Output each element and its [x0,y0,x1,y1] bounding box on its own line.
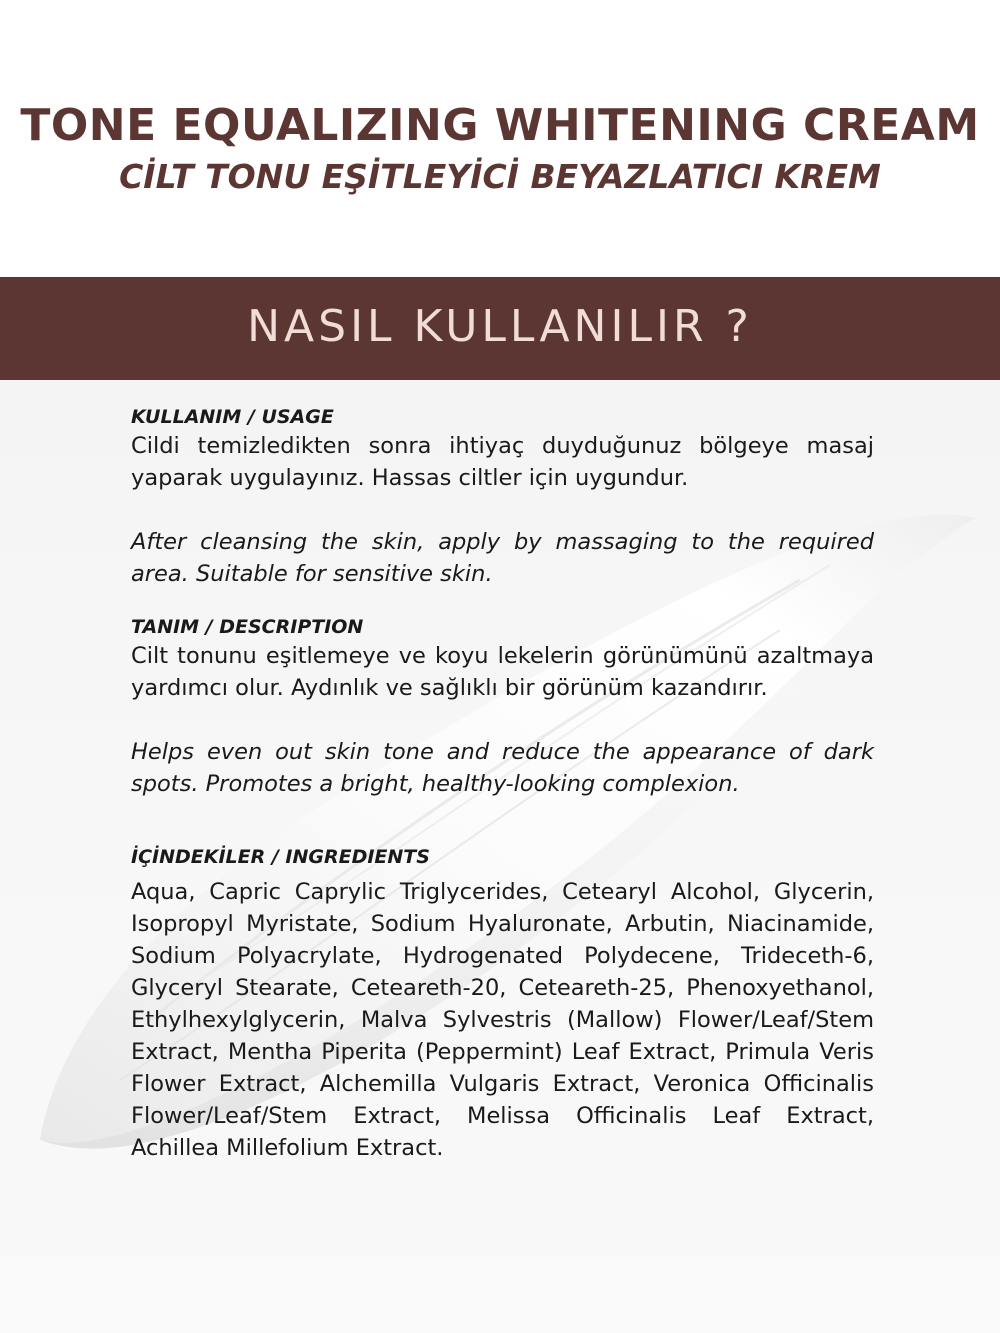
product-subtitle: CİLT TONU EŞİTLEYİCİ BEYAZLATICI KREM [119,157,881,196]
header [0,0,1000,277]
usage-label: KULLANIM / USAGE [131,406,334,428]
usage-text-en: After cleansing the skin, apply by massaging to the required area. Suitable for sensitive skin. [131,529,874,587]
ingredients-text: Aqua, Capric Caprylic Triglycerides, Cetearyl Alcohol, Glycerin, Isopropyl Myristate, Sodium Hyaluronate, Arbutin, Niacinamide, Sodium Polyacrylate, Hydrogenated Polydecene, Trideceth-6, Glyceryl Stearate, Ceteareth-20, Ceteareth-25, Phenoxyethanol, Ethylhexylglycerin, Malva Sylvestris (Mallow) Flower/Leaf/Stem Extract, Mentha Piperita (Peppermint) Leaf Extract, Primula Veris Flower Extract, Alchemilla Vulgaris Extract, Veronica Officinalis Flower/Leaf/Stem Extract, Melissa Officinalis Leaf Extract, Achillea Millefolium Extract. [131,879,874,1161]
usage-text-tr: Cildi temizledikten sonra ihtiyaç duyduğunuz bölgeye masaj yaparak uygulayınız. Hassas ciltler için uygundur. [131,433,874,491]
description-label: TANIM / DESCRIPTION [131,616,364,638]
banner-title: NASIL KULLANILIR ? [247,301,753,352]
description-text-tr: Cilt tonunu eşitlemeye ve koyu lekelerin görünümünü azaltmaya yardımcı olur. Aydınlık ve sağlıklı bir görünüm kazandırır. [131,643,874,701]
product-title: TONE EQUALIZING WHITENING CREAM [20,100,980,151]
ingredients-label: İÇİNDEKİLER / INGREDIENTS [131,846,430,868]
content-column [131,404,874,1164]
description-text-en: Helps even out skin tone and reduce the appearance of dark spots. Promotes a bright, healthy-looking complexion. [131,739,874,797]
